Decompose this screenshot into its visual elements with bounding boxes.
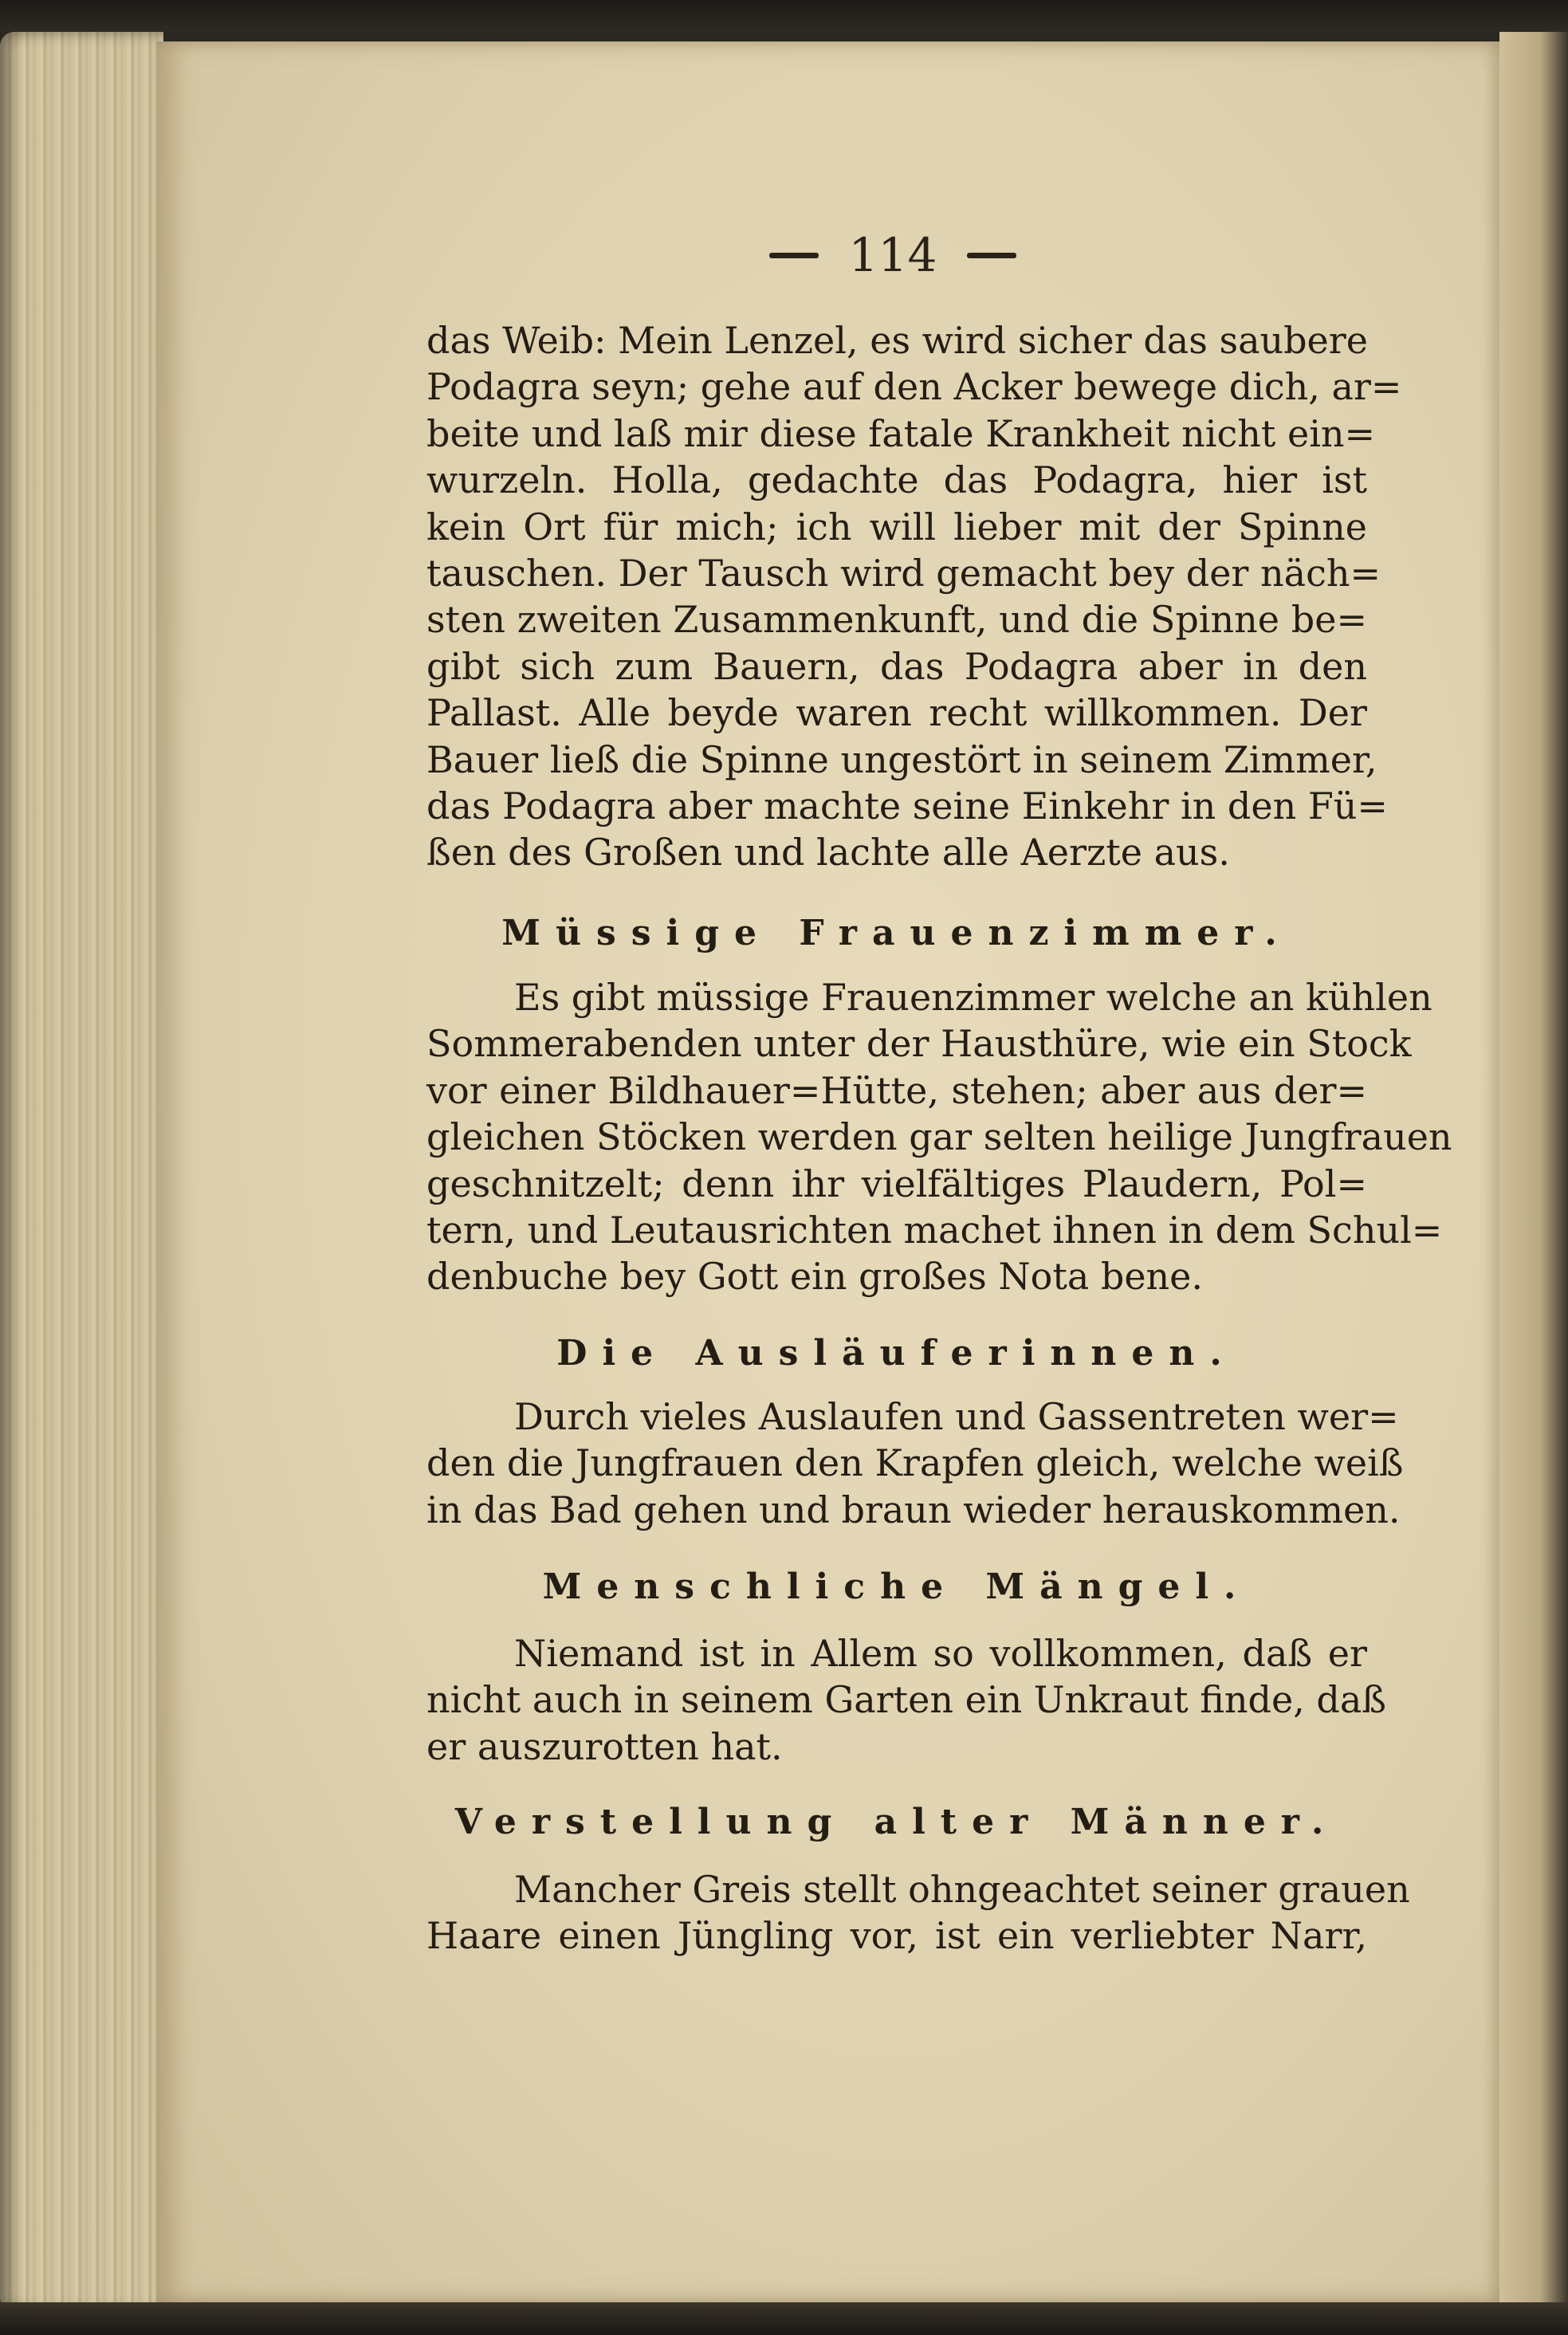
text-line: wurzeln. Holla, gedachte das Podagra, hier ist: [426, 458, 1367, 502]
text-line: das Podagra aber machte seine Einkehr in den Fü=: [426, 784, 1388, 828]
muessige-paragraph: [426, 974, 1452, 1300]
book-bottom-edge: [0, 2302, 1568, 2335]
page-header: [749, 223, 1036, 287]
text-line: Mancher Greis stellt ohngeachtet seiner grauen: [514, 1868, 1410, 1911]
auslaeuferinnen-paragraph: [426, 1394, 1404, 1533]
heading-verstellung-alter-maenner: Verstellung alter Männer.: [454, 1802, 1339, 1842]
text-line: er auszurotten hat.: [426, 1724, 783, 1768]
text-line: gleichen Stöcken werden gar selten heilige Jungfrauen: [426, 1115, 1452, 1159]
maengel-paragraph: [426, 1630, 1387, 1770]
facing-page-edge: [1499, 32, 1568, 2335]
text-line: tern, und Leutausrichten machet ihnen in dem Schul=: [426, 1209, 1443, 1252]
text-line: Bauer ließ die Spinne ungestört in seinem Zimmer,: [426, 737, 1377, 781]
text-line: Sommerabenden unter der Hausthüre, wie ein Stock: [426, 1022, 1412, 1066]
header-dash-right: [967, 253, 1016, 258]
heading-auslaeuferinnen: Die Ausläuferinnen.: [556, 1333, 1237, 1374]
intro-paragraph: [426, 317, 1402, 876]
text-line: Podagra seyn; gehe auf den Acker bewege dich, ar=: [426, 365, 1402, 409]
verstellung-paragraph: [426, 1866, 1410, 1960]
text-line: ßen des Großen und lachte alle Aerzte aus.: [426, 831, 1230, 875]
book-top-edge: [0, 0, 1568, 32]
text-line: Durch vieles Auslaufen und Gassentreten wer=: [514, 1395, 1399, 1438]
text-line: Es gibt müssige Frauenzimmer welche an kühlen: [514, 976, 1432, 1019]
text-line: vor einer Bildhauer=Hütte, stehen; aber aus der=: [426, 1068, 1367, 1112]
text-line: nicht auch in seinem Garten ein Unkraut finde, daß: [426, 1678, 1387, 1722]
page-number: 114: [848, 228, 937, 282]
text-line: kein Ort für mich; ich will lieber mit der Spinne: [426, 505, 1367, 548]
heading-muessige-frauenzimmer: Müssige Frauenzimmer.: [501, 913, 1292, 953]
page-stack-edge: [0, 32, 163, 2312]
text-line: Pallast. Alle beyde waren recht willkommen. Der: [426, 691, 1367, 735]
header-dash-left: [769, 253, 819, 258]
text-line: sten zweiten Zusammenkunft, und die Spinne be=: [426, 598, 1367, 642]
text-line: Haare einen Jüngling vor, ist ein verliebter Narr,: [426, 1914, 1367, 1958]
text-line: geschnitzelt; denn ihr vielfältiges Plaudern, Pol=: [426, 1162, 1367, 1205]
text-line: beite und laß mir diese fatale Krankheit nicht ein=: [426, 411, 1376, 455]
text-line: tauschen. Der Tausch wird gemacht bey der näch=: [426, 552, 1381, 596]
text-line: Niemand ist in Allem so vollkommen, daß er: [514, 1632, 1367, 1675]
text-line: den die Jungfrauen den Krapfen gleich, welche weiß: [426, 1441, 1404, 1485]
heading-menschliche-maengel: Menschliche Mängel.: [542, 1566, 1252, 1607]
text-line: das Weib: Mein Lenzel, es wird sicher das saubere: [426, 319, 1368, 362]
text-line: denbuche bey Gott ein großes Nota bene.: [426, 1255, 1204, 1299]
text-line: in das Bad gehen und braun wieder herauskommen.: [426, 1488, 1401, 1531]
text-line: gibt sich zum Bauern, das Podagra aber in den: [426, 644, 1367, 688]
